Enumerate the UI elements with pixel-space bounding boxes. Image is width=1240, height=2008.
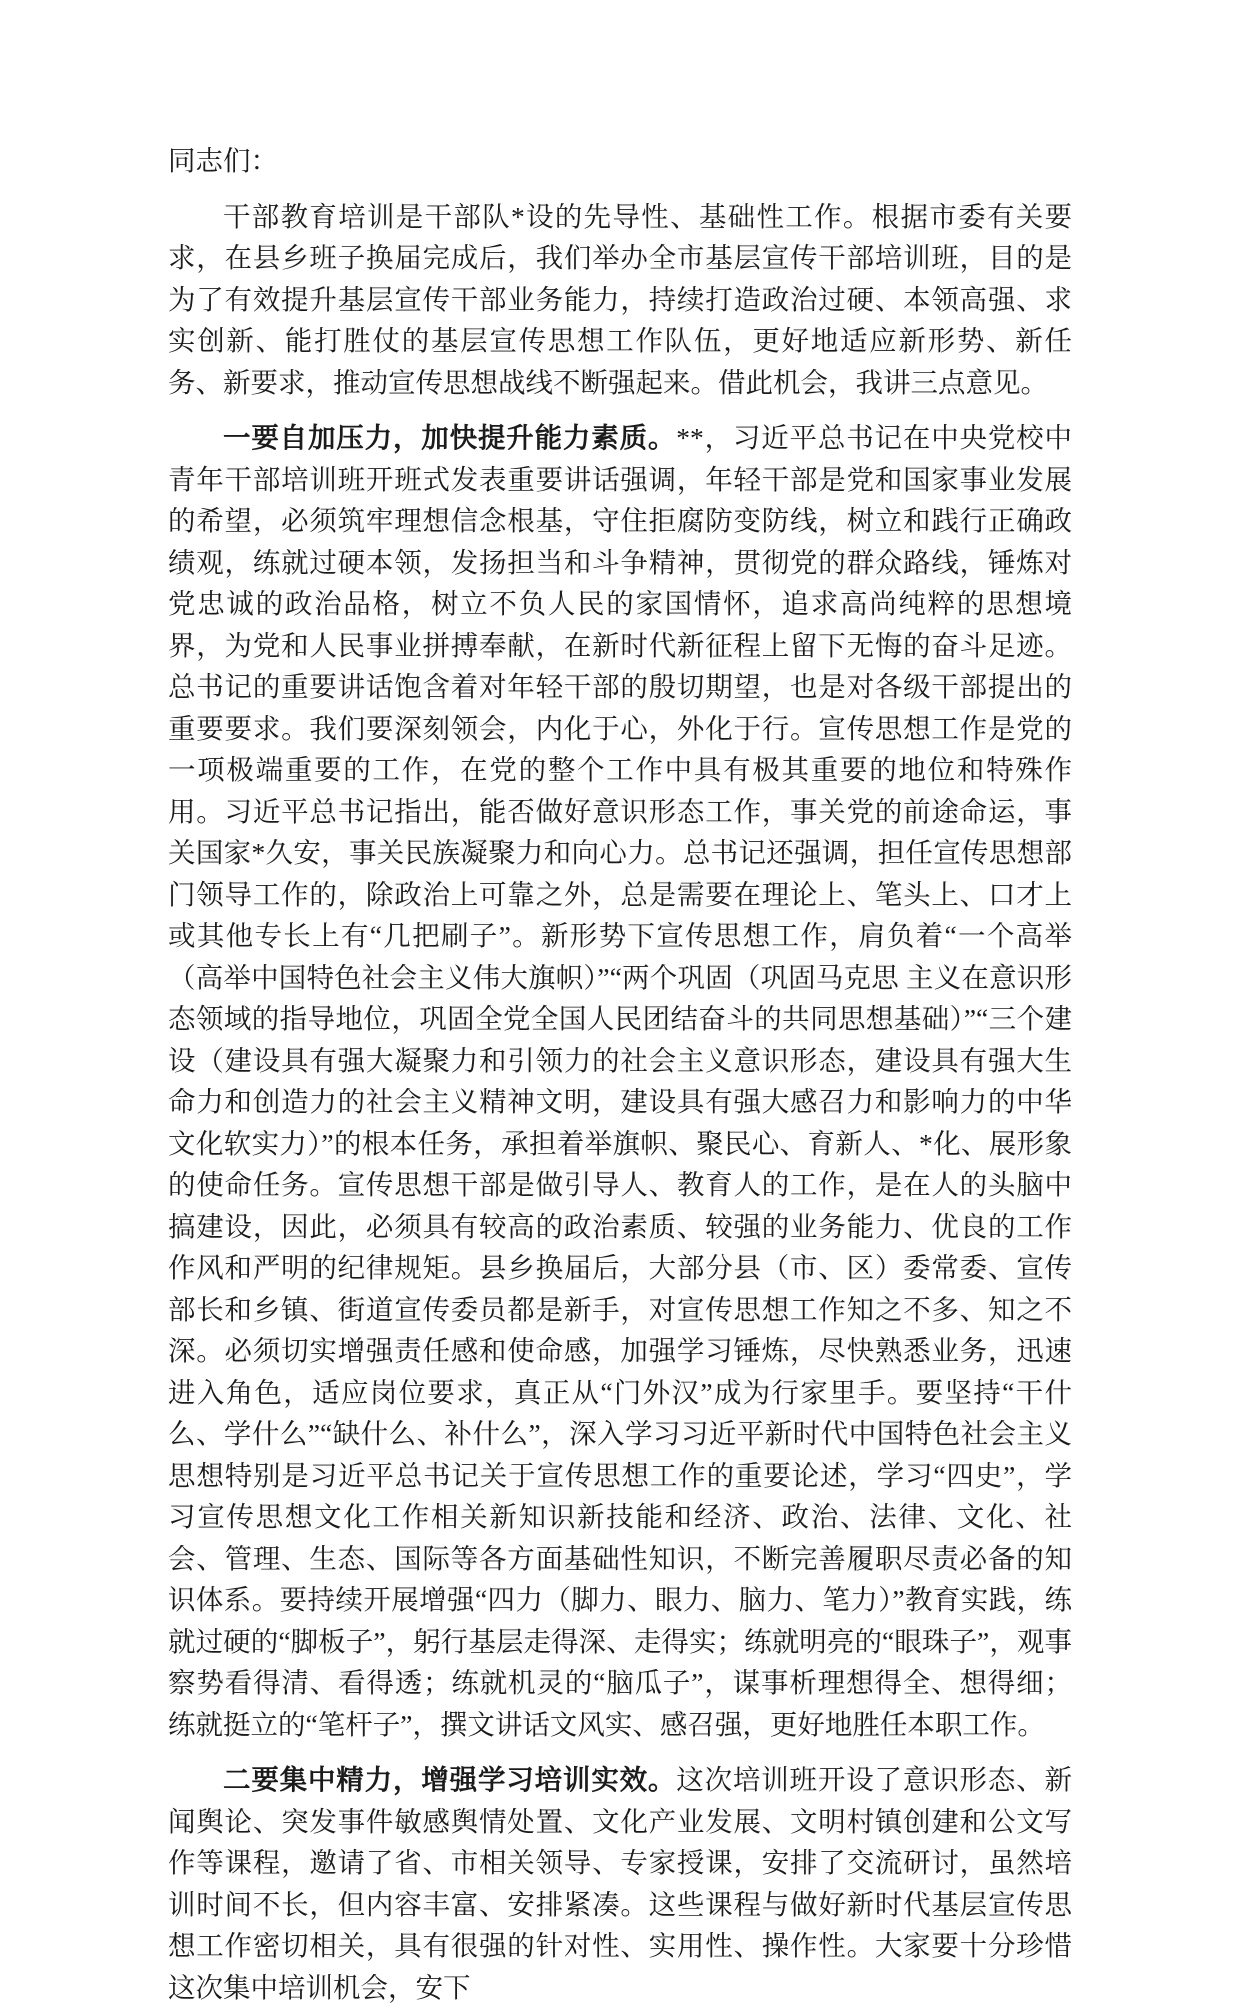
paragraph-1-text: 干部教育培训是干部队*设的先导性、基础性工作。根据市委有关要求，在县乡班子换届完成后，我们举办全市基层宣传干部培训班，目的是为了有效提升基层宣传干部业务能力，持续打造政治过硬、本领高强、求实创新、能打胜仗的基层宣传思想工作队伍，更好地适应新形势、新任务、新要求，推动宣传思想战线不断强起来。借此机会，我讲三点意见。 (168, 200, 1072, 398)
document-body (168, 140, 1072, 2008)
paragraph-3-text: 这次培训班开设了意识形态、新闻舆论、突发事件敏感舆情处置、文化产业发展、文明村镇创建和公文写作等课程，邀请了省、市相关领导、专家授课，安排了交流研讨，虽然培训时间不长，但内容丰富、安排紧凑。这些课程与做好新时代基层宣传思想工作密切相关，具有很强的针对性、实用性、操作性。大家要十分珍惜这次集中培训机会，安下 (168, 1764, 1073, 2003)
paragraph-3-lead: 二要集中精力，增强学习培训实效。 (223, 1764, 677, 1795)
paragraph-2 (168, 417, 1072, 1745)
paragraph-3 (168, 1759, 1072, 2008)
paragraph-1 (168, 196, 1072, 404)
paragraph-spacer (168, 1745, 1072, 1759)
salutation: 同志们： (168, 145, 278, 176)
paragraph-2-lead: 一要自加压力，加快提升能力素质。 (223, 422, 677, 453)
paragraph-2-text: **，习近平总书记在中央党校中青年干部培训班开班式发表重要讲话强调，年轻干部是党和国家事业发展的希望，必须筑牢理想信念根基，守住拒腐防变防线，树立和践行正确政绩观，练就过硬本领，发扬担当和斗争精神，贯彻党的群众路线，锤炼对党忠诚的政治品格，树立不负人民的家国情怀，追求高尚纯粹的思想境界，为党和人民事业拼搏奉献，在新时代新征程上留下无悔的奋斗足迹。总书记的重要讲话饱含着对年轻干部的殷切期望，也是对各级干部提出的重要要求。我们要深刻领会，内化于心，外化于行。宣传思想工作是党的一项极端重要的工作，在党的整个工作中具有极其重要的地位和特殊作用。习近平总书记指出，能否做好意识形态工作，事关党的前途命运，事关国家*久安，事关民族凝聚力和向心力。总书记还强调，担任宣传思想部门领导工作的，除政治上可靠之外，总是需要在理论上、笔头上、口才上或其他专长上有“几把刷子”。新形势下宣传思想工作，肩负着“一个高举（高举中国特色社会主义伟大旗帜）”“两个巩固（巩固马克思 主义在意识形态领域的指导地位，巩固全党全国人民团结奋斗的共同思想基础）”“三个建设（建设具有强大凝聚力和引领力的社会主义意识形态，建设具有强大生命力和创造力的社会主义精神文明，建设具有强大感召力和影响力的中华文化软实力）”的根本任务，承担着举旗帜、聚民心、育新人、*化、展形象的使命任务。宣传思想干部是做引导人、教育人的工作，是在人的头脑中搞建设，因此，必须具有较高的政治素质、较强的业务能力、优良的工作作风和严明的纪律规矩。县乡换届后，大部分县（市、区）委常委、宣传部长和乡镇、街道宣传委员都是新手，对宣传思想工作知之不多、知之不深。必须切实增强责任感和使命感，加强学习锤炼，尽快熟悉业务，迅速进入角色，适应岗位要求，真正从“门外汉”成为行家里手。要坚持“干什么、学什么”“缺什么、补什么”，深入学习习近平新时代中国特色社会主义思想特别是习近平总书记关于宣传思想工作的重要论述，学习“四史”，学习宣传思想文化工作相关新知识新技能和经济、政治、法律、文化、社会、管理、生态、国际等各方面基础性知识，不断完善履职尽责必备的知识体系。要持续开展增强“四力（脚力、眼力、脑力、笔力）”教育实践，练就过硬的“脚板子”，躬行基层走得深、走得实；练就明亮的“眼珠子”，观事察势看得清、看得透；练就机灵的“脑瓜子”，谋事析理想得全、想得细；练就挺立的“笔杆子”，撰文讲话文风实、感召强，更好地胜任本职工作。 (168, 422, 1073, 1740)
paragraph-spacer (168, 403, 1072, 417)
paragraph-spacer (168, 188, 1072, 196)
